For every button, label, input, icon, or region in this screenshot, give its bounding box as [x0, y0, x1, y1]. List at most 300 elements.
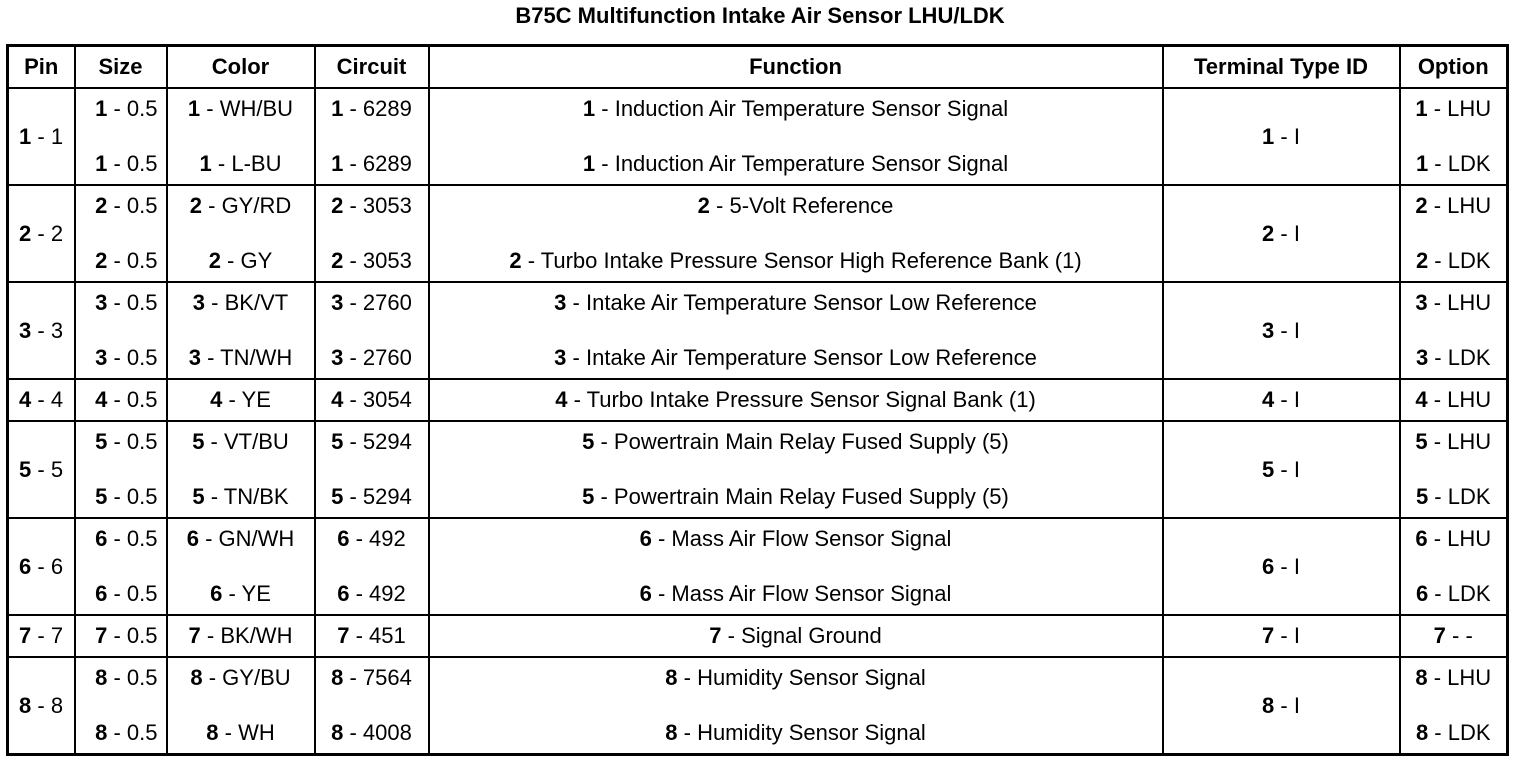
header-function: Function [429, 46, 1163, 89]
cell-color [167, 282, 315, 379]
entry-pin: 5 [582, 484, 595, 509]
entry-value: 0.5 [126, 623, 158, 648]
color-entry: 7 - BK/WH [188, 623, 293, 648]
entry-value: WH [238, 720, 275, 745]
entry-pin: 2 [189, 193, 202, 218]
option-entry: 2 - LDK [1415, 248, 1491, 273]
option-entry: 2 - LHU [1415, 193, 1492, 218]
circuit-entry: 4 - 3054 [331, 387, 412, 412]
cell-size [75, 379, 167, 421]
entry-pin: 3 [331, 345, 344, 370]
table-row [8, 657, 1508, 755]
option-entry: 5 - LDK [1415, 484, 1491, 509]
entry-pin: 2 [208, 248, 221, 273]
pin-number: 2 [19, 220, 32, 246]
cell-function [429, 379, 1163, 421]
entry-value: 0.5 [126, 345, 158, 370]
entry-value: LHU [1447, 193, 1492, 218]
entry-value: 3053 [362, 248, 412, 273]
table-row [8, 185, 1508, 282]
table-row [8, 379, 1508, 421]
entry-pin: 2 [1415, 248, 1429, 273]
cell-size [75, 518, 167, 615]
cell-terminal-type-id: 2 - I [1163, 185, 1400, 282]
cell-size [75, 88, 167, 185]
entry-pin: 3 [192, 290, 206, 315]
entry-pin: 1 [95, 96, 108, 121]
entry-value: I [1293, 220, 1300, 246]
color-entry: 4 - YE [210, 387, 271, 412]
entry-value: Turbo Intake Pressure Sensor High Reference Bank (1) [540, 248, 1082, 273]
pin-number: 5 [19, 456, 32, 482]
entry-pin: 1 [1262, 123, 1275, 149]
entry-value: TN/WH [220, 345, 293, 370]
entry-value: Induction Air Temperature Sensor Signal [614, 96, 1009, 121]
function-entry: 7 - Signal Ground [709, 623, 882, 648]
function-entry: 8 - Humidity Sensor Signal [665, 665, 926, 690]
function-entry: 3 - Intake Air Temperature Sensor Low Reference [554, 290, 1037, 315]
pin-value: 4 [50, 387, 64, 412]
entry-pin: 6 [337, 581, 350, 606]
entry-value: LHU [1447, 665, 1492, 690]
entry-value: - [1465, 623, 1473, 648]
cell-circuit [315, 615, 429, 657]
function-entry: 2 - 5-Volt Reference [697, 193, 894, 218]
entry-value: WH/BU [219, 96, 294, 121]
size-entry: 5 - 0.5 [95, 429, 158, 454]
cell-terminal-type-id: 6 - I [1163, 518, 1400, 615]
entry-value: LHU [1447, 290, 1492, 315]
cell-pin: 7 - 7 [8, 615, 75, 657]
entry-pin: 5 [192, 429, 205, 454]
entry-value: I [1293, 623, 1300, 648]
cell-pin: 5 - 5 [8, 421, 75, 518]
cell-option [1400, 657, 1508, 755]
table-row [8, 518, 1508, 615]
option-entry: 4 - LHU [1415, 387, 1492, 412]
color-entry: 3 - TN/WH [188, 345, 293, 370]
entry-value: 6289 [362, 151, 412, 176]
option-entry: 3 - LHU [1415, 290, 1492, 315]
entry-pin: 4 [210, 387, 223, 412]
entry-pin: 4 [555, 387, 568, 412]
entry-pin: 2 [95, 248, 108, 273]
entry-value: I [1293, 692, 1300, 718]
entry-value: GN/WH [218, 526, 295, 551]
cell-option [1400, 421, 1508, 518]
entry-value: Mass Air Flow Sensor Signal [671, 581, 952, 606]
entry-pin: 6 [1415, 526, 1428, 551]
entry-value: LDK [1447, 151, 1491, 176]
table-row [8, 282, 1508, 379]
cell-option [1400, 518, 1508, 615]
entry-pin: 2 [697, 193, 710, 218]
entry-pin: 3 [95, 345, 108, 370]
size-entry: 2 - 0.5 [95, 193, 158, 218]
function-entry: 6 - Mass Air Flow Sensor Signal [639, 581, 952, 606]
cell-terminal-type-id: 5 - I [1163, 421, 1400, 518]
entry-pin: 5 [331, 484, 344, 509]
entry-value: 6289 [362, 96, 412, 121]
function-entry: 8 - Humidity Sensor Signal [665, 720, 926, 745]
entry-value: 492 [369, 581, 406, 606]
entry-pin: 8 [331, 720, 344, 745]
color-entry: 6 - YE [210, 581, 271, 606]
entry-value: 0.5 [126, 484, 158, 509]
entry-value: GY [240, 248, 273, 273]
cell-option [1400, 282, 1508, 379]
cell-circuit [315, 185, 429, 282]
circuit-entry: 3 - 2760 [331, 290, 412, 315]
size-entry: 1 - 0.5 [95, 151, 158, 176]
entry-pin: 5 [95, 429, 108, 454]
entry-pin: 8 [95, 665, 108, 690]
entry-pin: 2 [331, 193, 344, 218]
cell-option [1400, 615, 1508, 657]
entry-pin: 6 [337, 526, 350, 551]
header-circuit: Circuit [315, 46, 429, 89]
entry-value: 0.5 [126, 665, 158, 690]
entry-value: Powertrain Main Relay Fused Supply (5) [613, 429, 1009, 454]
cell-option [1400, 185, 1508, 282]
circuit-entry: 2 - 3053 [331, 248, 412, 273]
entry-pin: 5 [1262, 456, 1275, 482]
entry-pin: 6 [1262, 553, 1275, 579]
entry-value: YE [241, 387, 271, 412]
option-entry: 5 - LHU [1415, 429, 1492, 454]
cell-size [75, 657, 167, 755]
cell-circuit [315, 657, 429, 755]
entry-pin: 4 [1262, 387, 1275, 412]
circuit-entry: 5 - 5294 [331, 484, 412, 509]
option-entry: 1 - LDK [1415, 151, 1491, 176]
color-entry: 2 - GY/RD [189, 193, 292, 218]
header-terminal-type-id: Terminal Type ID [1163, 46, 1400, 89]
pin-number: 7 [19, 623, 32, 648]
cell-pin: 1 - 1 [8, 88, 75, 185]
entry-pin: 8 [1415, 720, 1429, 745]
entry-value: Induction Air Temperature Sensor Signal [614, 151, 1009, 176]
cell-function [429, 282, 1163, 379]
entry-value: 4008 [362, 720, 412, 745]
entry-value: 3054 [362, 387, 412, 412]
entry-pin: 1 [199, 151, 212, 176]
entry-pin: 3 [1415, 290, 1428, 315]
cell-function [429, 518, 1163, 615]
entry-value: 0.5 [126, 429, 158, 454]
entry-value: 0.5 [126, 248, 158, 273]
entry-value: GY/RD [221, 193, 292, 218]
entry-value: LDK [1447, 345, 1491, 370]
option-entry: 1 - LHU [1415, 96, 1492, 121]
entry-pin: 1 [1415, 96, 1428, 121]
entry-value: 2760 [362, 345, 412, 370]
cell-terminal-type-id: 1 - I [1163, 88, 1400, 185]
entry-pin: 8 [95, 720, 108, 745]
pin-number: 4 [19, 387, 32, 412]
entry-value: VT/BU [224, 429, 289, 454]
entry-pin: 6 [1415, 581, 1429, 606]
entry-pin: 2 [509, 248, 522, 273]
entry-value: LHU [1447, 387, 1492, 412]
option-entry: 8 - LHU [1415, 665, 1492, 690]
entry-pin: 6 [210, 581, 223, 606]
size-entry: 8 - 0.5 [95, 665, 158, 690]
entry-pin: 7 [1433, 623, 1446, 648]
cell-pin: 6 - 6 [8, 518, 75, 615]
table-row [8, 421, 1508, 518]
entry-value: Powertrain Main Relay Fused Supply (5) [613, 484, 1009, 509]
circuit-entry: 5 - 5294 [331, 429, 412, 454]
size-entry: 6 - 0.5 [95, 526, 158, 551]
entry-value: GY/BU [222, 665, 291, 690]
entry-pin: 7 [337, 623, 350, 648]
entry-pin: 4 [1415, 387, 1428, 412]
entry-value: LDK [1447, 484, 1491, 509]
size-entry: 3 - 0.5 [95, 345, 158, 370]
circuit-entry: 1 - 6289 [331, 96, 412, 121]
entry-value: I [1293, 317, 1300, 343]
entry-value: Intake Air Temperature Sensor Low Reference [585, 290, 1037, 315]
cell-circuit [315, 379, 429, 421]
entry-value: Signal Ground [741, 623, 882, 648]
entry-value: Humidity Sensor Signal [697, 720, 926, 745]
size-entry: 4 - 0.5 [95, 387, 158, 412]
entry-pin: 4 [331, 387, 344, 412]
size-entry: 8 - 0.5 [95, 720, 158, 745]
header-row [8, 46, 1508, 89]
cell-function [429, 615, 1163, 657]
cell-pin: 3 - 3 [8, 282, 75, 379]
header-pin: Pin [8, 46, 75, 89]
pin-value: 8 [50, 692, 64, 718]
cell-circuit [315, 518, 429, 615]
entry-pin: 2 [95, 193, 108, 218]
entry-value: Humidity Sensor Signal [697, 665, 926, 690]
circuit-entry: 8 - 4008 [331, 720, 412, 745]
entry-pin: 5 [1415, 429, 1428, 454]
color-entry: 5 - VT/BU [192, 429, 289, 454]
entry-pin: 8 [665, 665, 678, 690]
entry-value: BK/WH [220, 623, 293, 648]
function-entry: 5 - Powertrain Main Relay Fused Supply (5) [582, 484, 1009, 509]
entry-value: LDK [1447, 581, 1491, 606]
pin-value: 3 [50, 317, 64, 343]
entry-pin: 5 [582, 429, 595, 454]
entry-pin: 3 [1262, 317, 1275, 343]
entry-pin: 1 [1415, 151, 1429, 176]
cell-color [167, 379, 315, 421]
cell-circuit [315, 421, 429, 518]
cell-option [1400, 379, 1508, 421]
option-entry: 6 - LHU [1415, 526, 1492, 551]
cell-function [429, 657, 1163, 755]
pin-number: 8 [19, 692, 32, 718]
cell-terminal-type-id: 3 - I [1163, 282, 1400, 379]
circuit-entry: 8 - 7564 [331, 665, 412, 690]
color-entry: 3 - BK/VT [192, 290, 289, 315]
entry-pin: 3 [95, 290, 108, 315]
cell-terminal-type-id: 8 - I [1163, 657, 1400, 755]
header-color: Color [167, 46, 315, 89]
entry-pin: 3 [554, 290, 567, 315]
size-entry: 5 - 0.5 [95, 484, 158, 509]
entry-value: I [1293, 456, 1300, 482]
entry-pin: 6 [186, 526, 199, 551]
pin-value: 1 [50, 123, 64, 149]
table-row [8, 615, 1508, 657]
cell-function [429, 421, 1163, 518]
entry-value: 492 [369, 526, 406, 551]
entry-value: I [1293, 123, 1300, 149]
entry-value: Mass Air Flow Sensor Signal [671, 526, 952, 551]
table-row [8, 88, 1508, 185]
cell-function [429, 88, 1163, 185]
function-entry: 1 - Induction Air Temperature Sensor Signal [582, 151, 1009, 176]
cell-circuit [315, 282, 429, 379]
size-entry: 6 - 0.5 [95, 581, 158, 606]
size-entry: 3 - 0.5 [95, 290, 158, 315]
entry-pin: 7 [709, 623, 722, 648]
entry-pin: 1 [95, 151, 108, 176]
cell-pin: 2 - 2 [8, 185, 75, 282]
entry-value: TN/BK [223, 484, 289, 509]
pin-value: 5 [50, 456, 64, 482]
entry-value: 3053 [362, 193, 412, 218]
pin-number: 1 [19, 123, 32, 149]
entry-value: LDK [1447, 248, 1491, 273]
entry-pin: 6 [95, 581, 108, 606]
color-entry: 8 - WH [206, 720, 275, 745]
entry-pin: 8 [190, 665, 203, 690]
entry-pin: 2 [1262, 220, 1275, 246]
function-entry: 2 - Turbo Intake Pressure Sensor High Reference Bank (1) [509, 248, 1082, 273]
entry-value: I [1293, 387, 1300, 412]
color-entry: 2 - GY [208, 248, 273, 273]
entry-pin: 4 [95, 387, 108, 412]
cell-terminal-type-id: 4 - I [1163, 379, 1400, 421]
entry-pin: 6 [639, 526, 652, 551]
entry-value: 0.5 [126, 526, 158, 551]
option-entry: 3 - LDK [1415, 345, 1491, 370]
entry-value: Intake Air Temperature Sensor Low Reference [585, 345, 1037, 370]
entry-pin: 5 [331, 429, 344, 454]
entry-value: 2760 [362, 290, 412, 315]
entry-pin: 1 [331, 151, 344, 176]
entry-pin: 7 [1262, 623, 1275, 648]
circuit-entry: 1 - 6289 [331, 151, 412, 176]
option-entry: 8 - LDK [1415, 720, 1491, 745]
entry-value: 7564 [362, 665, 412, 690]
entry-pin: 2 [1415, 193, 1428, 218]
cell-size [75, 282, 167, 379]
cell-color [167, 421, 315, 518]
entry-pin: 8 [206, 720, 219, 745]
circuit-entry: 2 - 3053 [331, 193, 412, 218]
entry-pin: 5 [1415, 484, 1429, 509]
pin-value: 2 [50, 220, 64, 246]
entry-value: 0.5 [126, 581, 158, 606]
cell-terminal-type-id: 7 - I [1163, 615, 1400, 657]
entry-pin: 3 [1415, 345, 1429, 370]
cell-size [75, 615, 167, 657]
entry-value: 0.5 [126, 151, 158, 176]
color-entry: 8 - GY/BU [190, 665, 291, 690]
entry-value: 451 [369, 623, 406, 648]
size-entry: 2 - 0.5 [95, 248, 158, 273]
entry-pin: 8 [665, 720, 678, 745]
entry-value: LDK [1447, 720, 1491, 745]
function-entry: 4 - Turbo Intake Pressure Sensor Signal Bank (1) [555, 387, 1036, 412]
entry-value: I [1293, 553, 1300, 579]
pin-number: 3 [19, 317, 32, 343]
option-entry: 7 - - [1433, 623, 1473, 648]
pin-value: 7 [50, 623, 64, 648]
entry-value: LHU [1447, 526, 1492, 551]
cell-color [167, 518, 315, 615]
cell-pin: 4 - 4 [8, 379, 75, 421]
function-entry: 3 - Intake Air Temperature Sensor Low Reference [554, 345, 1037, 370]
entry-pin: 3 [554, 345, 567, 370]
cell-function [429, 185, 1163, 282]
entry-pin: 1 [582, 151, 596, 176]
entry-value: 0.5 [126, 193, 158, 218]
circuit-entry: 6 - 492 [337, 581, 406, 606]
table-title: B75C Multifunction Intake Air Sensor LHU/LDK [515, 3, 1005, 28]
entry-value: LHU [1447, 429, 1492, 454]
pinout-table [6, 44, 1509, 756]
color-entry: 5 - TN/BK [192, 484, 289, 509]
entry-pin: 1 [582, 96, 596, 121]
entry-pin: 3 [188, 345, 201, 370]
header-option: Option [1400, 46, 1508, 89]
header-size: Size [75, 46, 167, 89]
entry-value: Turbo Intake Pressure Sensor Signal Bank (1) [586, 387, 1036, 412]
cell-option [1400, 88, 1508, 185]
color-entry: 1 - WH/BU [187, 96, 294, 121]
entry-value: BK/VT [224, 290, 289, 315]
entry-value: 5294 [362, 429, 412, 454]
entry-value: YE [241, 581, 271, 606]
entry-pin: 5 [95, 484, 108, 509]
cell-color [167, 88, 315, 185]
entry-pin: 8 [1262, 692, 1275, 718]
entry-value: 5294 [362, 484, 412, 509]
cell-circuit [315, 88, 429, 185]
function-entry: 5 - Powertrain Main Relay Fused Supply (5) [582, 429, 1009, 454]
circuit-entry: 7 - 451 [337, 623, 406, 648]
entry-pin: 8 [331, 665, 344, 690]
entry-pin: 1 [331, 96, 344, 121]
entry-pin: 1 [187, 96, 201, 121]
color-entry: 6 - GN/WH [186, 526, 295, 551]
size-entry: 1 - 0.5 [95, 96, 158, 121]
cell-pin: 8 - 8 [8, 657, 75, 755]
cell-color [167, 615, 315, 657]
entry-pin: 2 [331, 248, 344, 273]
entry-pin: 7 [95, 623, 108, 648]
entry-pin: 6 [95, 526, 108, 551]
entry-pin: 7 [188, 623, 201, 648]
entry-pin: 5 [192, 484, 205, 509]
cell-size [75, 421, 167, 518]
cell-size [75, 185, 167, 282]
circuit-entry: 6 - 492 [337, 526, 406, 551]
size-entry: 7 - 0.5 [95, 623, 158, 648]
option-entry: 6 - LDK [1415, 581, 1491, 606]
function-entry: 1 - Induction Air Temperature Sensor Signal [582, 96, 1009, 121]
entry-value: 0.5 [126, 720, 158, 745]
